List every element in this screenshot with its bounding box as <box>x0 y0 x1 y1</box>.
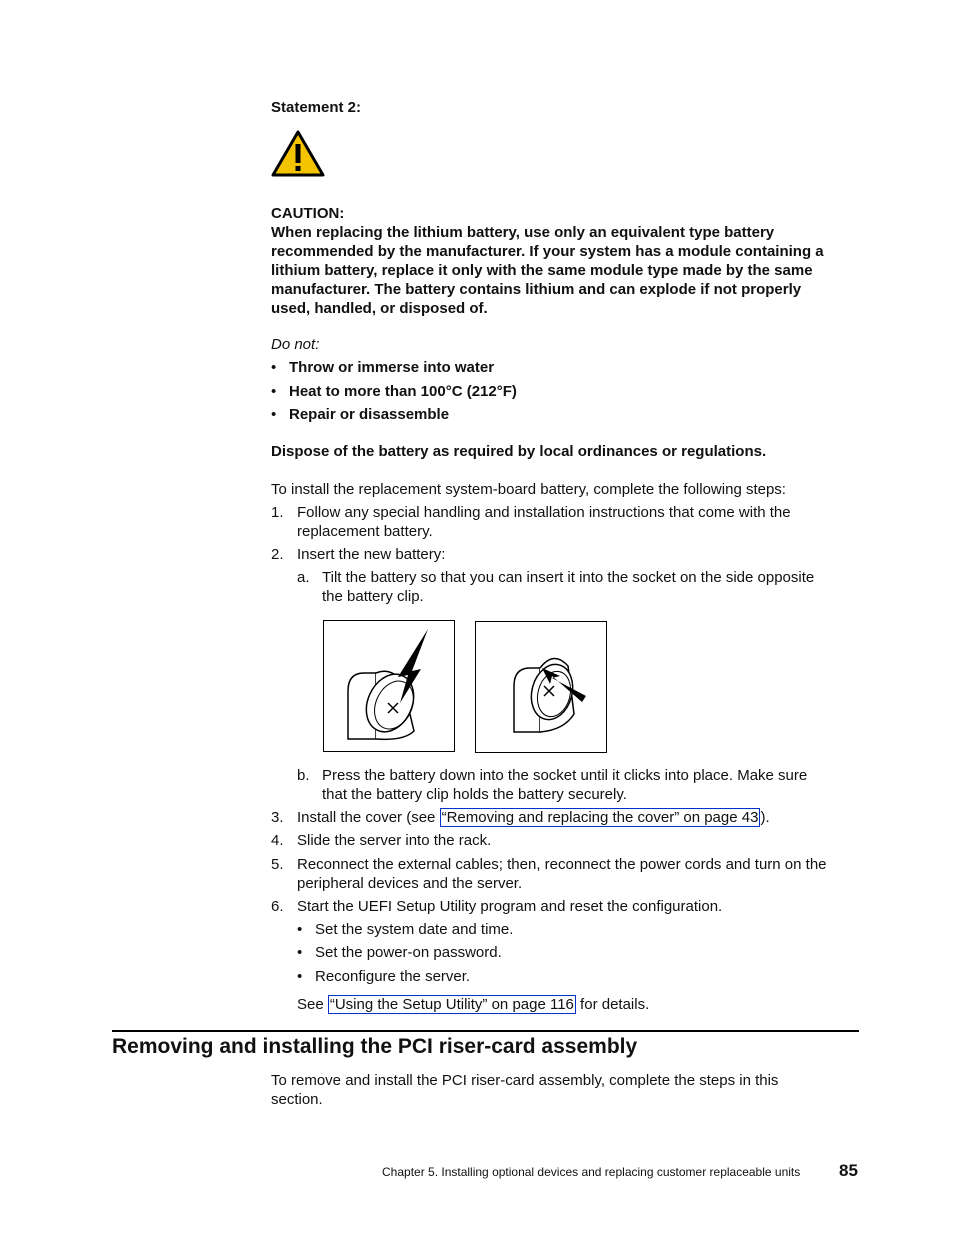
battery-tilt-figure <box>323 620 455 752</box>
step-1-text: Follow any special handling and installation instructions that come with the replacement battery. <box>297 504 791 540</box>
footer-chapter: Chapter 5. Installing optional devices and replacing customer replaceable units <box>382 1165 801 1179</box>
config-bullet: • <box>297 921 303 938</box>
config-item: Set the system date and time. <box>315 921 514 938</box>
battery-tilt-illustration <box>324 621 454 751</box>
substep-letter: b. <box>297 767 310 784</box>
section-intro: To remove and install the PCI riser-card assembly, complete the steps in this section. <box>271 1072 779 1108</box>
see-details: See “Using the Setup Utility” on page 116 for details. <box>297 996 650 1013</box>
do-not-label: Do not: <box>271 336 320 353</box>
config-bullet: • <box>297 968 303 985</box>
section-rule <box>112 1030 859 1032</box>
setup-utility-link[interactable]: “Using the Setup Utility” on page 116 <box>329 996 574 1013</box>
substep-letter: a. <box>297 569 310 586</box>
do-not-bullet: • <box>271 383 277 400</box>
step-4-text: Slide the server into the rack. <box>297 832 492 849</box>
do-not-item: Throw or immerse into water <box>289 359 495 376</box>
config-bullet: • <box>297 944 303 961</box>
config-item: Set the power-on password. <box>315 944 502 961</box>
step-number: 6. <box>271 898 284 915</box>
cover-page-link[interactable]: “Removing and replacing the cover” on page 43 <box>441 809 759 826</box>
caution-label: CAUTION: <box>271 205 345 222</box>
step-number: 1. <box>271 504 284 521</box>
do-not-bullet: • <box>271 359 277 376</box>
step-number: 4. <box>271 832 284 849</box>
caution-text: When replacing the lithium battery, use only an equivalent type battery recommended by the manufacturer. If your system has a module containing a lithium battery, replace it only with the same module type made by the same manufacturer. The battery contains lithium and can explode if not properly used, handled, or disposed of. <box>271 224 824 317</box>
dispose-text: Dispose of the battery as required by local ordinances or regulations. <box>271 443 767 460</box>
procedure-intro: To install the replacement system-board battery, complete the following steps: <box>271 481 786 498</box>
battery-press-illustration <box>476 622 606 752</box>
do-not-item: Repair or disassemble <box>289 406 450 423</box>
step-6-text: Start the UEFI Setup Utility program and reset the configuration. <box>297 898 723 915</box>
warning-triangle-icon <box>271 130 325 177</box>
do-not-item: Heat to more than 100°C (212°F) <box>289 383 517 400</box>
step-number: 2. <box>271 546 284 563</box>
step-3-text: Install the cover (see “Removing and replacing the cover” on page 43 ). <box>297 809 770 826</box>
config-item: Reconfigure the server. <box>315 968 471 985</box>
section-title: Removing and installing the PCI riser-card assembly <box>112 1035 638 1058</box>
step-2b-text: Press the battery down into the socket until it clicks into place. Make sure that the battery clip holds the battery securely. <box>322 767 808 803</box>
step-5-text: Reconnect the external cables; then, reconnect the power cords and turn on the peripheral devices and the server. <box>297 856 827 892</box>
step-2-text: Insert the new battery: <box>297 546 446 563</box>
statement-heading: Statement 2: <box>271 99 362 116</box>
page-number: 85 <box>839 1161 858 1180</box>
step-number: 3. <box>271 809 284 826</box>
step-2a-text: Tilt the battery so that you can insert it into the socket on the side opposite the battery clip. <box>322 569 815 605</box>
step-number: 5. <box>271 856 284 873</box>
battery-press-figure <box>475 621 607 753</box>
do-not-bullet: • <box>271 406 277 423</box>
